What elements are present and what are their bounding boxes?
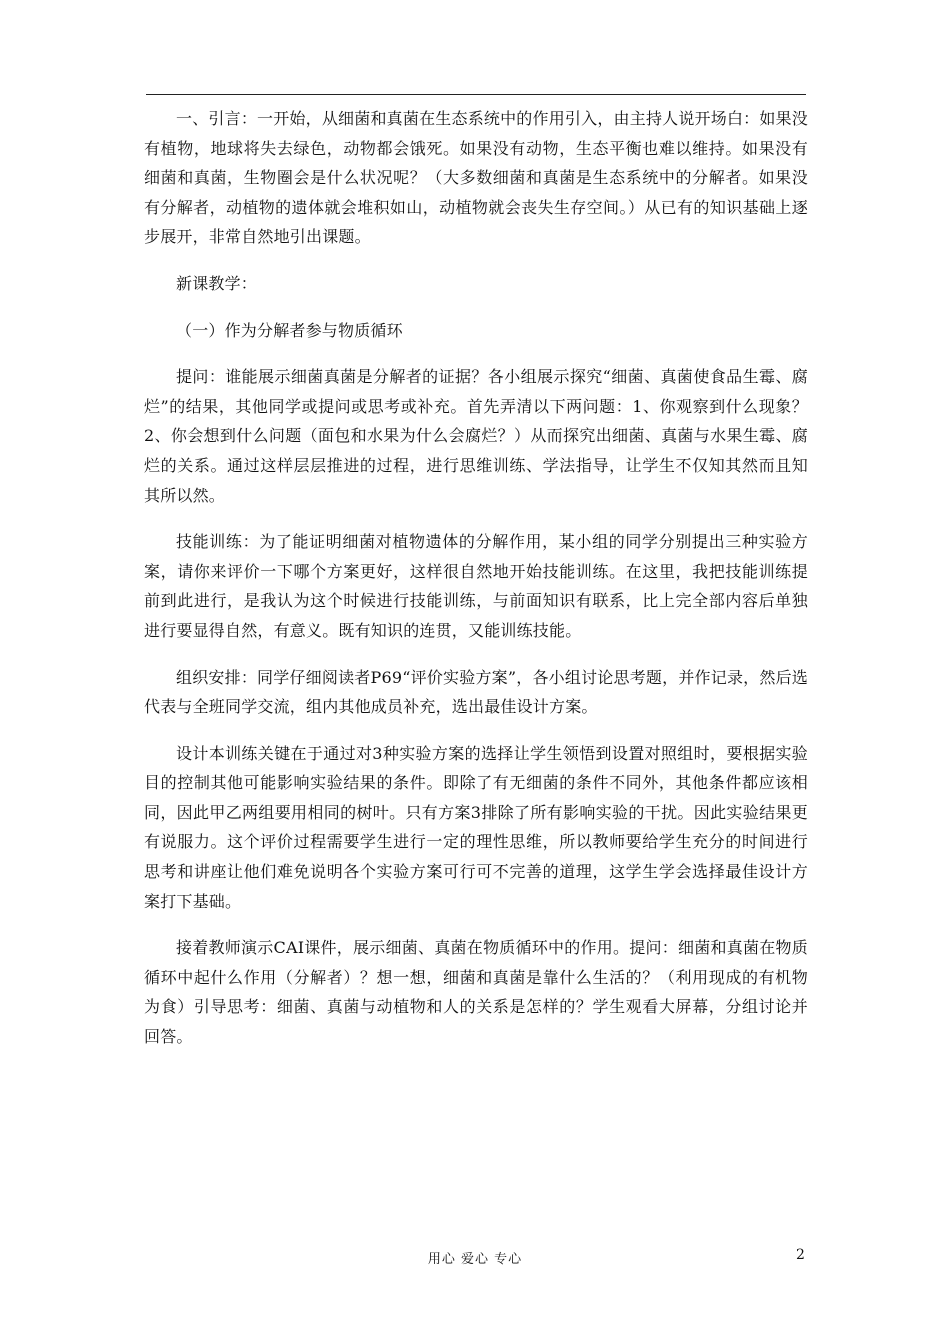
- footer-motto: 用心 爱心 专心: [427, 1252, 523, 1267]
- paragraph-new-lesson-heading: 新课教学：: [176, 273, 258, 293]
- paragraph-question: 提问：谁能展示细菌真菌是分解者的证据？各小组展示探究“细菌、真菌使食品生霉、腐烂”的结果，其他同学或提问或思考或补充。首先弄清以下两问题：1、你观察到什么现象？2、你会想到什么问题（面包和水果为什么会腐烂？）从而探究出细菌、真菌与水果生霉、腐烂的关系。通过这样层层推进的过程，进行思维训练、学法指导，让学生不仅知其然而且知其所以然。: [144, 367, 808, 505]
- section-heading-decomposer: （一）作为分解者参与物质循环: [176, 320, 403, 340]
- page-number: 2: [796, 1247, 805, 1263]
- paragraph-design-rationale: 设计本训练关键在于通过对3种实验方案的选择让学生领悟到设置对照组时，要根据实验目的控制其他可能影响实验结果的条件。即除了有无细菌的条件不同外，其他条件都应该相同，因此甲乙两组要用相同的树叶。只有方案3排除了所有影响实验的干扰。因此实验结果更有说服力。这个评价过程需要学生进行一定的理性思维，所以教师要给学生充分的时间进行思考和讲座让他们难免说明各个实验方案可行可不完善的道理，这学生学会选择最佳设计方案打下基础。: [144, 743, 808, 911]
- paragraph-organization: 组织安排：同学仔细阅读者P69“评价实验方案”，各小组讨论思考题，并作记录，然后选代表与全班同学交流，组内其他成员补充，选出最佳设计方案。: [144, 667, 808, 717]
- paragraph-introduction: 一、引言：一开始，从细菌和真菌在生态系统中的作用引入，由主持人说开场白：如果没有植物，地球将失去绿色，动物都会饿死。如果没有动物，生态平衡也难以维持。如果没有细菌和真菌，生物圈会是什么状况呢？（大多数细菌和真菌是生态系统中的分解者。如果没有分解者，动植物的遗体就会堆积如山，动植物就会丧失生存空间。）从已有的知识基础上逐步展开，非常自然地引出课题。: [144, 109, 808, 247]
- paragraph-skill-training: 技能训练：为了能证明细菌对植物遗体的分解作用，某小组的同学分别提出三种实验方案，请你来评价一下哪个方案更好，这样很自然地开始技能训练。在这里，我把技能训练提前到此进行，是我认为这个时候进行技能训练，与前面知识有联系，比上完全部内容后单独进行要显得自然，有意义。既有知识的连贯，又能训练技能。: [144, 532, 808, 640]
- document-body: [144, 104, 808, 1052]
- paragraph-cai-demo: 接着教师演示CAI课件，展示细菌、真菌在物质循环中的作用。提问：细菌和真菌在物质循环中起什么作用（分解者）？想一想，细菌和真菌是靠什么生活的？（利用现成的有机物为食）引导思考：细菌、真菌与动植物和人的关系是怎样的？学生观看大屏幕，分组讨论并回答。: [144, 938, 808, 1047]
- header-rule: [146, 94, 806, 95]
